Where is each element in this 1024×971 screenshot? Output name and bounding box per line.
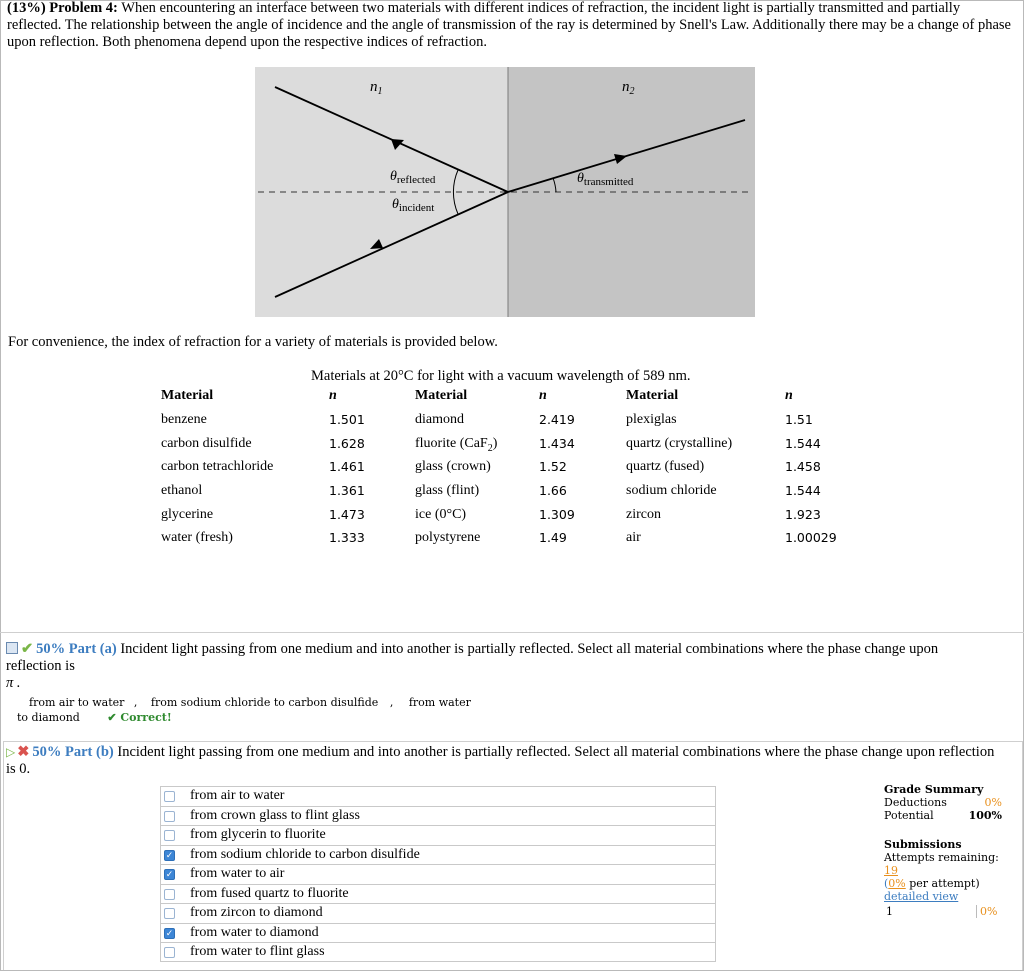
option-row[interactable] <box>160 864 716 884</box>
refraction-diagram <box>255 67 755 317</box>
material-cell: carbon tetrachloride <box>161 459 274 475</box>
checkbox-checked[interactable]: ✓ <box>165 850 174 861</box>
answer-item: from air to water <box>29 696 125 709</box>
deductions-label: Deductions <box>884 796 947 809</box>
material-header: Material <box>626 388 679 403</box>
convenience-text: For convenience, the index of refraction for a variety of materials is provided below. <box>8 334 498 350</box>
deductions-row <box>884 796 1002 809</box>
n-column-3 <box>785 384 837 550</box>
theta-incident-label: $\theta_{incident}$ <box>392 197 435 214</box>
submissions-title: Submissions <box>884 838 962 851</box>
material-column-3 <box>626 384 732 550</box>
material-cell: glycerine <box>161 506 214 522</box>
checkbox[interactable] <box>164 791 175 802</box>
n-header: n <box>539 388 547 403</box>
n-cell: 1.923 <box>785 506 821 522</box>
n1-label: $n_1$ <box>370 79 383 97</box>
table-caption: Materials at 20°C for light with a vacuum wavelength of 589 nm. <box>311 368 691 384</box>
part-b-text: Incident light passing from one medium and into another is partially reflected. Select all material combinations where the phase change upon reflection is 0. <box>6 744 995 777</box>
material-cell: diamond <box>415 412 464 427</box>
theta-transmitted-label: $\theta_{transmitted}$ <box>577 171 634 188</box>
option-row[interactable] <box>160 942 716 962</box>
correct-label: ✔ Correct! <box>107 711 172 724</box>
submission-index: 1 <box>886 905 893 918</box>
material-cell: carbon disulfide <box>161 435 252 451</box>
play-icon[interactable]: ▷ <box>6 745 16 759</box>
potential-label: Potential <box>884 809 934 822</box>
n-column-1 <box>329 384 365 550</box>
answer-item: from water to diamond <box>17 696 471 724</box>
option-label: from water to diamond <box>190 924 319 940</box>
potential-row <box>884 809 1002 822</box>
attempts-label: Attempts remaining: <box>884 851 999 864</box>
option-label: from water to air <box>190 866 285 881</box>
material-cell: quartz (fused) <box>626 459 705 475</box>
n-cell: 1.458 <box>785 459 821 475</box>
option-row[interactable] <box>160 786 716 806</box>
n-cell: 1.501 <box>329 412 365 427</box>
attempts-row <box>884 851 1002 877</box>
attempts-value: 19 <box>884 864 898 877</box>
material-cell: plexiglas <box>626 412 677 427</box>
theta-reflected-label: $\theta_{reflected}$ <box>390 169 436 186</box>
checkbox[interactable] <box>164 947 175 958</box>
material-cell: sodium chloride <box>626 483 717 499</box>
material-cell: fluorite (CaF$_2$) <box>415 435 498 454</box>
collapse-toggle-icon[interactable] <box>6 642 18 654</box>
part-a-text: Incident light passing from one medium and into another is partially reflected. Select all material combinations where the phase change upon reflection is <box>6 641 939 674</box>
submission-score: 0% <box>976 905 1002 918</box>
material-cell: ice (0°C) <box>415 506 467 522</box>
section-divider <box>0 632 1024 633</box>
material-header: Material <box>161 388 214 403</box>
part-b-options <box>160 786 716 962</box>
n-cell: 1.52 <box>539 459 567 475</box>
option-row[interactable] <box>160 903 716 923</box>
part-b-percent: 50% Part (b) <box>32 744 114 760</box>
material-header: Material <box>415 388 468 403</box>
option-label: from water to flint glass <box>190 944 325 959</box>
option-label: from sodium chloride to carbon disulfide <box>190 846 420 862</box>
option-label: from air to water <box>190 788 285 803</box>
checkbox[interactable] <box>164 889 175 900</box>
n-cell: 1.544 <box>785 483 821 499</box>
option-row[interactable] <box>160 806 716 826</box>
checkbox[interactable] <box>164 811 175 822</box>
grade-summary-title: Grade Summary <box>884 783 984 796</box>
answer-item: from sodium chloride to carbon disulfide <box>150 696 379 709</box>
problem-intro <box>7 0 1012 51</box>
material-cell: quartz (crystalline) <box>626 435 733 451</box>
option-label: from glycerin to fluorite <box>190 827 326 842</box>
n-cell: 1.473 <box>329 506 365 522</box>
part-a-percent: 50% Part (a) <box>36 641 117 657</box>
part-a-pi: π . <box>6 675 21 691</box>
grade-summary <box>884 783 1002 918</box>
submission-history-row <box>884 905 1002 918</box>
checkbox-checked[interactable]: ✓ <box>165 870 174 880</box>
problem-percent: (13%) <box>7 0 46 16</box>
option-row[interactable] <box>160 923 716 943</box>
per-attempt-row: (0% per attempt) <box>884 877 980 890</box>
n-cell: 1.544 <box>785 435 821 451</box>
n-cell: 1.434 <box>539 435 575 451</box>
n-column-2 <box>539 384 575 550</box>
detailed-view-link[interactable]: detailed view <box>884 890 959 903</box>
material-cell: benzene <box>161 412 207 427</box>
part-a-answer <box>17 695 477 725</box>
material-cell: air <box>626 530 641 546</box>
answer-separator: , <box>133 696 138 709</box>
option-row[interactable] <box>160 884 716 904</box>
n-cell: 1.309 <box>539 506 575 522</box>
problem-text: When encountering an interface between two materials with different indices of refraction, the incident light is partially transmitted and partially reflected. The relationship between the angle of incidence and the angle of transmission of the ray is determined by Snell's Law. Additionally there may be a change of phase upon reflection. Both phenomena depend upon the respective indices of refraction. <box>7 0 1011 50</box>
potential-value: 100% <box>968 809 1002 822</box>
option-row[interactable] <box>160 845 716 865</box>
n2-label: $n_2$ <box>622 79 635 97</box>
n-cell: 1.628 <box>329 435 365 451</box>
material-column-1 <box>161 384 273 550</box>
option-row[interactable] <box>160 825 716 845</box>
n-cell: 1.49 <box>539 530 567 546</box>
material-cell: glass (flint) <box>415 483 480 499</box>
n-cell: 1.51 <box>785 412 813 427</box>
n-header: n <box>785 388 793 403</box>
material-cell: polystyrene <box>415 530 481 546</box>
answer-separator: , <box>389 696 394 709</box>
n-cell: 1.461 <box>329 459 365 475</box>
material-column-2 <box>415 384 497 550</box>
incorrect-x-icon: ✖ <box>17 744 30 760</box>
n-cell: 2.419 <box>539 412 575 427</box>
material-cell: zircon <box>626 506 661 522</box>
n-cell: 1.00029 <box>785 530 837 546</box>
n-cell: 1.333 <box>329 530 365 546</box>
checkbox[interactable] <box>164 830 175 841</box>
checkmark-icon: ✔ <box>21 641 34 657</box>
deductions-value: 0% <box>984 796 1002 809</box>
part-b-prompt <box>6 744 996 778</box>
option-label: from fused quartz to fluorite <box>190 885 349 901</box>
per-attempt-value: 0% <box>888 877 906 890</box>
n-header: n <box>329 388 337 403</box>
material-cell: water (fresh) <box>161 530 233 546</box>
problem-label: Problem 4: <box>49 0 118 16</box>
material-cell: ethanol <box>161 483 203 499</box>
checkbox[interactable] <box>164 908 175 919</box>
option-label: from zircon to diamond <box>190 905 323 920</box>
material-cell: glass (crown) <box>415 459 491 475</box>
checkbox-checked[interactable]: ✓ <box>165 928 174 939</box>
option-label: from crown glass to flint glass <box>190 807 360 823</box>
n-cell: 1.361 <box>329 483 365 499</box>
part-a-prompt <box>6 641 996 692</box>
n-cell: 1.66 <box>539 483 567 499</box>
